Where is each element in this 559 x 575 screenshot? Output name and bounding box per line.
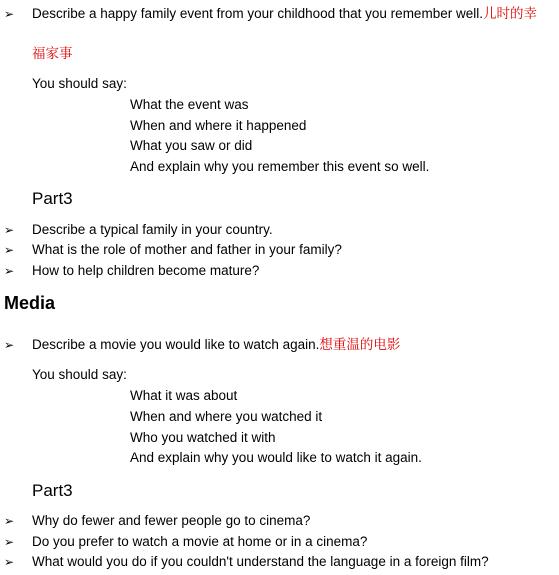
family-point-2: When and where it happened	[130, 118, 307, 133]
bullet-icon: ➢	[4, 555, 15, 569]
family-point-1: What the event was	[130, 97, 249, 112]
family-part3-label: Part3	[32, 189, 73, 208]
media-topic	[32, 337, 400, 353]
media-topic-text: Describe a movie you would like to watch again.	[32, 337, 320, 352]
media-heading: Media	[4, 293, 56, 313]
bullet-icon: ➢	[4, 338, 15, 352]
family-topic-cn-2: 福家事	[32, 46, 73, 61]
media-point-1: What it was about	[130, 388, 238, 403]
media-point-2: When and where you watched it	[130, 409, 323, 424]
family-q3: How to help children become mature?	[32, 263, 260, 278]
bullet-icon: ➢	[4, 535, 15, 549]
media-part3-label: Part3	[32, 481, 73, 500]
bullet-icon: ➢	[4, 223, 15, 237]
media-should-say: You should say:	[32, 367, 127, 382]
family-q1: Describe a typical family in your country.	[32, 222, 273, 237]
family-topic	[32, 6, 537, 22]
family-topic-cn-1: 儿时的幸	[482, 6, 537, 21]
media-q3: What would you do if you couldn't understand the language in a foreign film?	[32, 554, 489, 569]
media-q1: Why do fewer and fewer people go to cinema?	[32, 513, 311, 528]
family-point-4: And explain why you remember this event so well.	[130, 159, 430, 174]
family-topic-text: Describe a happy family event from your childhood that you remember well.	[32, 6, 483, 21]
bullet-icon: ➢	[4, 243, 15, 257]
bullet-icon: ➢	[4, 514, 15, 528]
media-q2: Do you prefer to watch a movie at home or in a cinema?	[32, 534, 368, 549]
family-point-3: What you saw or did	[130, 138, 253, 153]
media-point-3: Who you watched it with	[130, 430, 276, 445]
media-point-4: And explain why you would like to watch it again.	[130, 450, 422, 465]
bullet-icon: ➢	[4, 264, 15, 278]
family-q2: What is the role of mother and father in your family?	[32, 242, 342, 257]
bullet-icon: ➢	[4, 7, 15, 21]
media-topic-cn: 想重温的电影	[319, 337, 401, 352]
family-should-say: You should say:	[32, 76, 127, 91]
